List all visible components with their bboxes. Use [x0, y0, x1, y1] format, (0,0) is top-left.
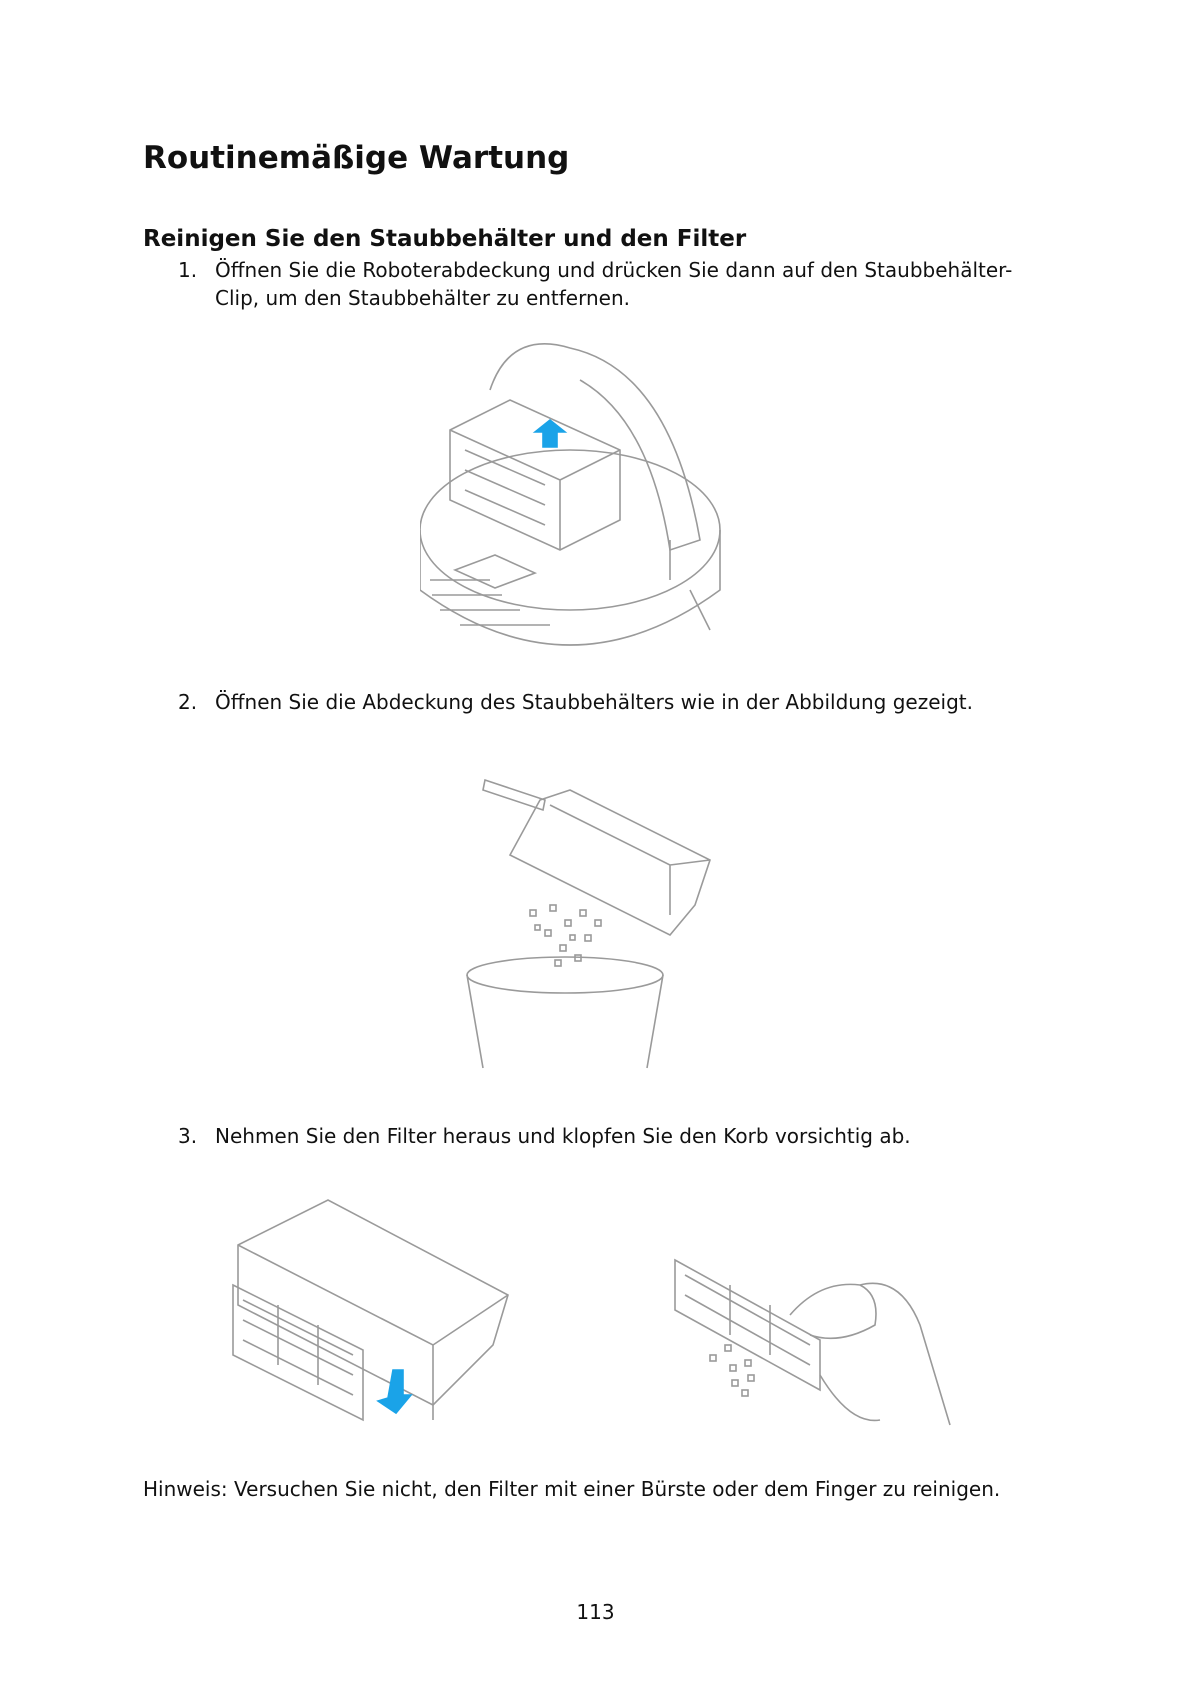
- up-arrow-icon: [535, 420, 565, 447]
- step-number: 2.: [178, 690, 198, 714]
- page-title: Routinemäßige Wartung: [143, 140, 570, 176]
- robot-dustbin-illustration: [420, 340, 760, 670]
- page-number: 113: [576, 1600, 615, 1624]
- hint-note: Hinweis: Versuchen Sie nicht, den Filter mit einer Bürste oder dem Finger zu reinigen.: [143, 1477, 1001, 1501]
- step-text: Öffnen Sie die Abdeckung des Staubbehälters wie in der Abbildung gezeigt.: [215, 690, 973, 714]
- tap-filter-illustration: [670, 1255, 960, 1435]
- step-text: Nehmen Sie den Filter heraus und klopfen Sie den Korb vorsichtig ab.: [215, 1124, 911, 1148]
- empty-dustbin-illustration: [455, 770, 725, 1070]
- step-number: 3.: [178, 1124, 198, 1148]
- section-heading: Reinigen Sie den Staubbehälter und den Filter: [143, 226, 747, 252]
- remove-filter-illustration: [228, 1195, 518, 1435]
- step-text: Öffnen Sie die Roboterabdeckung und drücken Sie dann auf den Staubbehälter-Clip, um den Staubbehälter zu entfernen.: [215, 258, 1013, 310]
- step-number: 1.: [178, 258, 198, 282]
